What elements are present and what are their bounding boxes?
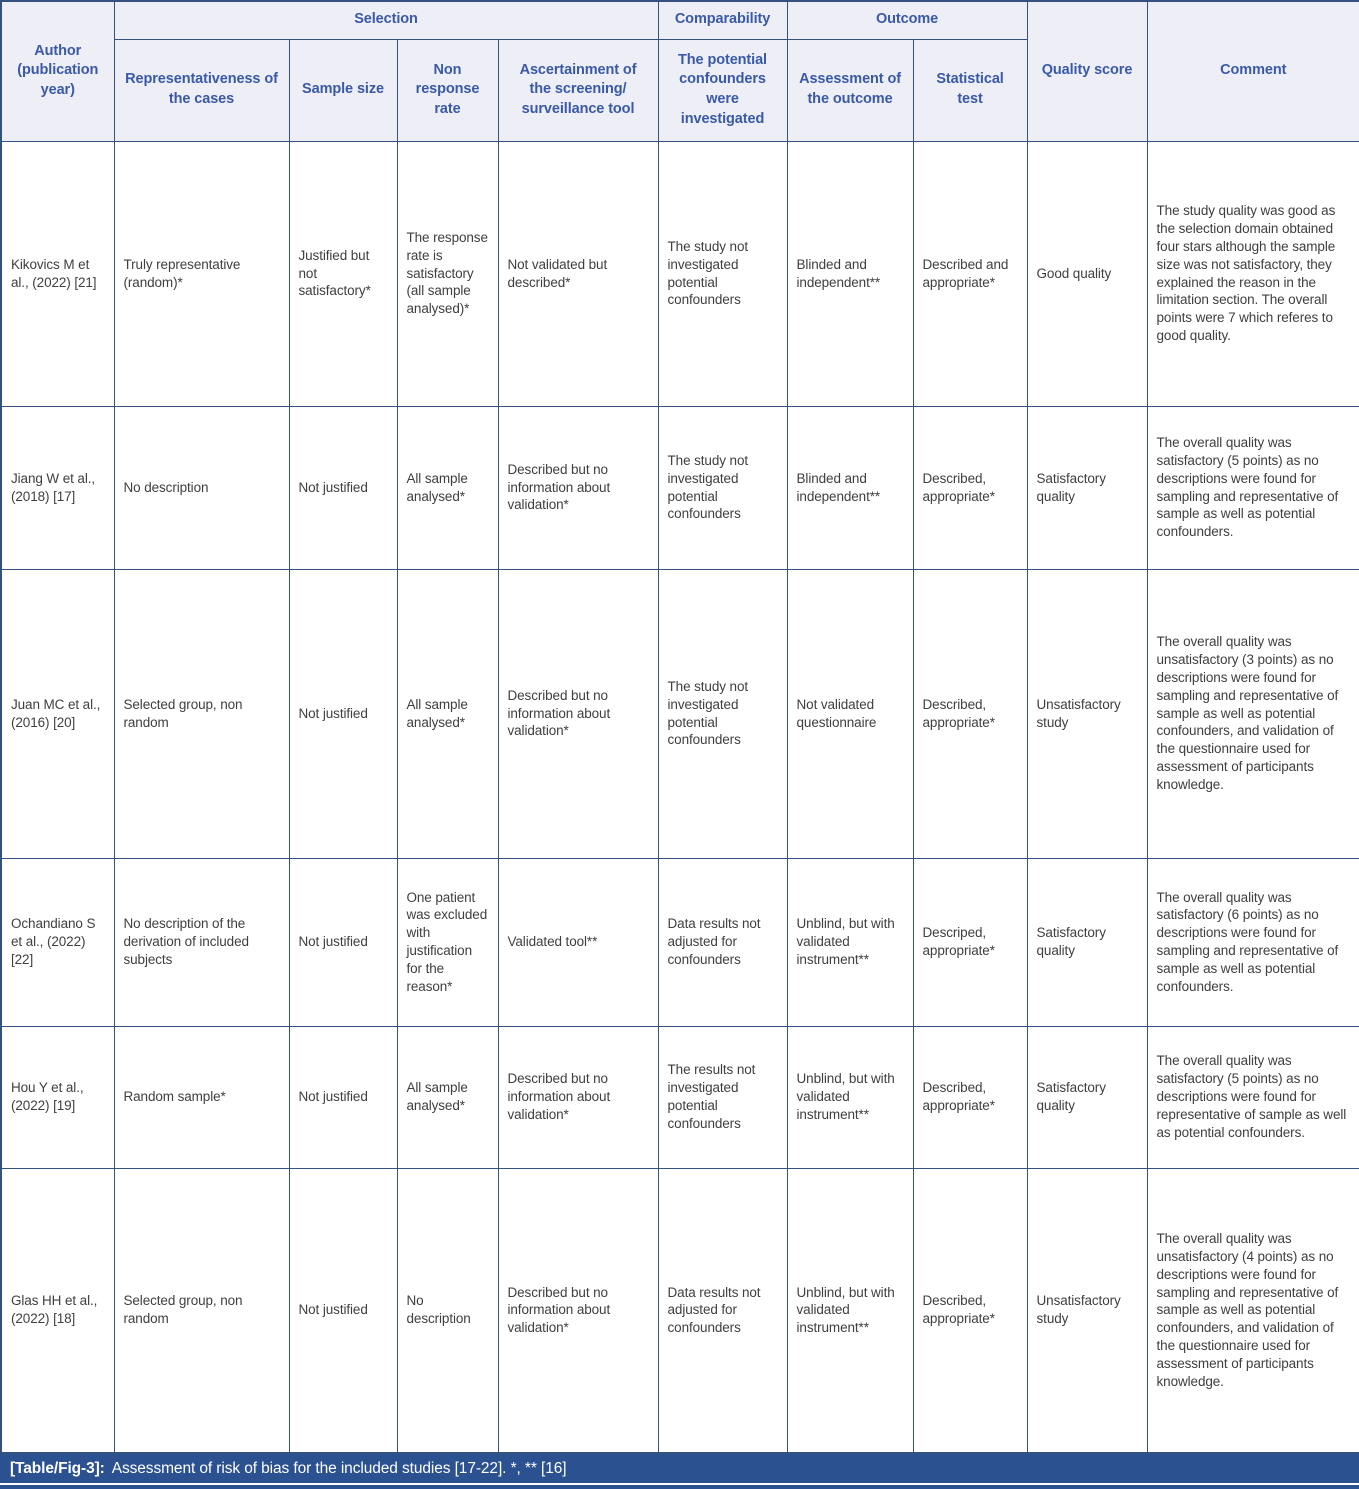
quality-score-cell: Satisfactory quality [1027, 858, 1147, 1026]
sample-size-cell: Not justified [289, 569, 397, 858]
quality-score-cell: Satisfactory quality [1027, 406, 1147, 569]
non-response-rate-cell: No description [397, 1168, 498, 1453]
header-confounders: The potential confounders were investigated [658, 39, 787, 141]
quality-score-cell: Unsatisfactory study [1027, 1168, 1147, 1453]
non-response-rate-cell: All sample analysed* [397, 406, 498, 569]
statistical-test-cell: Described, appropriate* [913, 1026, 1027, 1168]
author-cell: Glas HH et al., (2022) [18] [1, 1168, 114, 1453]
table-row [1, 141, 1359, 406]
sample-size-cell: Not justified [289, 858, 397, 1026]
table-row [1, 569, 1359, 858]
comment-cell: The overall quality was satisfactory (6 points) as no descriptions were found for sampling and representative of sample as well as potential confounders. [1147, 858, 1359, 1026]
quality-score-cell: Good quality [1027, 141, 1147, 406]
representativeness-cell: Selected group, non random [114, 569, 289, 858]
comment-cell: The overall quality was satisfactory (5 points) as no descriptions were found for sampling and representative of sample as well as potential confounders. [1147, 406, 1359, 569]
author-cell: Juan MC et al., (2016) [20] [1, 569, 114, 858]
table-row [1, 1026, 1359, 1168]
author-cell: Kikovics M et al., (2022) [21] [1, 141, 114, 406]
ascertainment-cell: Described but no information about validation* [498, 1026, 658, 1168]
confounders-cell: The study not investigated potential confounders [658, 141, 787, 406]
ascertainment-cell: Not validated but described* [498, 141, 658, 406]
header-statistical-test: Statistical test [913, 39, 1027, 141]
outcome-assessment-cell: Unblind, but with validated instrument** [787, 1026, 913, 1168]
ascertainment-cell: Validated tool** [498, 858, 658, 1026]
table-row [1, 858, 1359, 1026]
non-response-rate-cell: The response rate is satisfactory (all sample analysed)* [397, 141, 498, 406]
statistical-test-cell: Described, appropriate* [913, 406, 1027, 569]
non-response-rate-cell: One patient was excluded with justification for the reason* [397, 858, 498, 1026]
author-cell: Hou Y et al., (2022) [19] [1, 1026, 114, 1168]
header-ascertainment: Ascertainment of the screening/ surveillance tool [498, 39, 658, 141]
outcome-assessment-cell: Unblind, but with validated instrument** [787, 858, 913, 1026]
sample-size-cell: Justified but not satisfactory* [289, 141, 397, 406]
ascertainment-cell: Described but no information about validation* [498, 569, 658, 858]
header-comparability: Comparability [658, 1, 787, 39]
representativeness-cell: Selected group, non random [114, 1168, 289, 1453]
comment-cell: The overall quality was satisfactory (5 points) as no descriptions were found for representative of sample as well as potential confounders. [1147, 1026, 1359, 1168]
outcome-assessment-cell: Unblind, but with validated instrument** [787, 1168, 913, 1453]
sample-size-cell: Not justified [289, 1168, 397, 1453]
comment-cell: The overall quality was unsatisfactory (4 points) as no descriptions were found for sampling and representative of sample as well as potential confounders, and validation of the questionnaire used for assessment of participants knowledge. [1147, 1168, 1359, 1453]
header-quality-score: Quality score [1027, 1, 1147, 141]
sample-size-cell: Not justified [289, 1026, 397, 1168]
table-header [1, 1, 1359, 141]
statistical-test-cell: Described, appropriate* [913, 1168, 1027, 1453]
ascertainment-cell: Described but no information about validation* [498, 1168, 658, 1453]
header-comment: Comment [1147, 1, 1359, 141]
header-non-response-rate: Non response rate [397, 39, 498, 141]
confounders-cell: Data results not adjusted for confounders [658, 858, 787, 1026]
statistical-test-cell: Descriped, appropriate* [913, 858, 1027, 1026]
table-body [1, 141, 1359, 1453]
caption-label: [Table/Fig-3]: [10, 1459, 105, 1477]
figure-caption [0, 1454, 1359, 1483]
header-outcome: Outcome [787, 1, 1027, 39]
representativeness-cell: No description [114, 406, 289, 569]
header-selection: Selection [114, 1, 658, 39]
header-group-row [1, 1, 1359, 39]
header-author: Author (publication year) [1, 1, 114, 141]
quality-score-cell: Satisfactory quality [1027, 1026, 1147, 1168]
table-row [1, 406, 1359, 569]
caption-text: Assessment of risk of bias for the included studies [17-22]. *, ** [16] [111, 1459, 567, 1477]
sample-size-cell: Not justified [289, 406, 397, 569]
outcome-assessment-cell: Blinded and independent** [787, 141, 913, 406]
table-row [1, 1168, 1359, 1453]
outcome-assessment-cell: Blinded and independent** [787, 406, 913, 569]
statistical-test-cell: Described and appropriate* [913, 141, 1027, 406]
non-response-rate-cell: All sample analysed* [397, 569, 498, 858]
confounders-cell: Data results not adjusted for confounders [658, 1168, 787, 1453]
header-sample-size: Sample size [289, 39, 397, 141]
quality-score-cell: Unsatisfactory study [1027, 569, 1147, 858]
representativeness-cell: No description of the derivation of included subjects [114, 858, 289, 1026]
comment-cell: The overall quality was unsatisfactory (3 points) as no descriptions were found for sampling and representative of sample as well as potential confounders, and validation of the questionnaire used for assessment of participants knowledge. [1147, 569, 1359, 858]
non-response-rate-cell: All sample analysed* [397, 1026, 498, 1168]
confounders-cell: The study not investigated potential confounders [658, 569, 787, 858]
outcome-assessment-cell: Not validated questionnaire [787, 569, 913, 858]
header-representativeness: Representativeness of the cases [114, 39, 289, 141]
comment-cell: The study quality was good as the selection domain obtained four stars although the sample size was not satisfactory, they explained the reason in the limitation section. The overall points were 7 which referes to good quality. [1147, 141, 1359, 406]
author-cell: Ochandiano S et al., (2022) [22] [1, 858, 114, 1026]
author-cell: Jiang W et al., (2018) [17] [1, 406, 114, 569]
representativeness-cell: Random sample* [114, 1026, 289, 1168]
confounders-cell: The study not investigated potential confounders [658, 406, 787, 569]
ascertainment-cell: Described but no information about validation* [498, 406, 658, 569]
header-outcome-assessment: Assessment of the outcome [787, 39, 913, 141]
confounders-cell: The results not investigated potential confounders [658, 1026, 787, 1168]
statistical-test-cell: Described, appropriate* [913, 569, 1027, 858]
representativeness-cell: Truly representative (random)* [114, 141, 289, 406]
